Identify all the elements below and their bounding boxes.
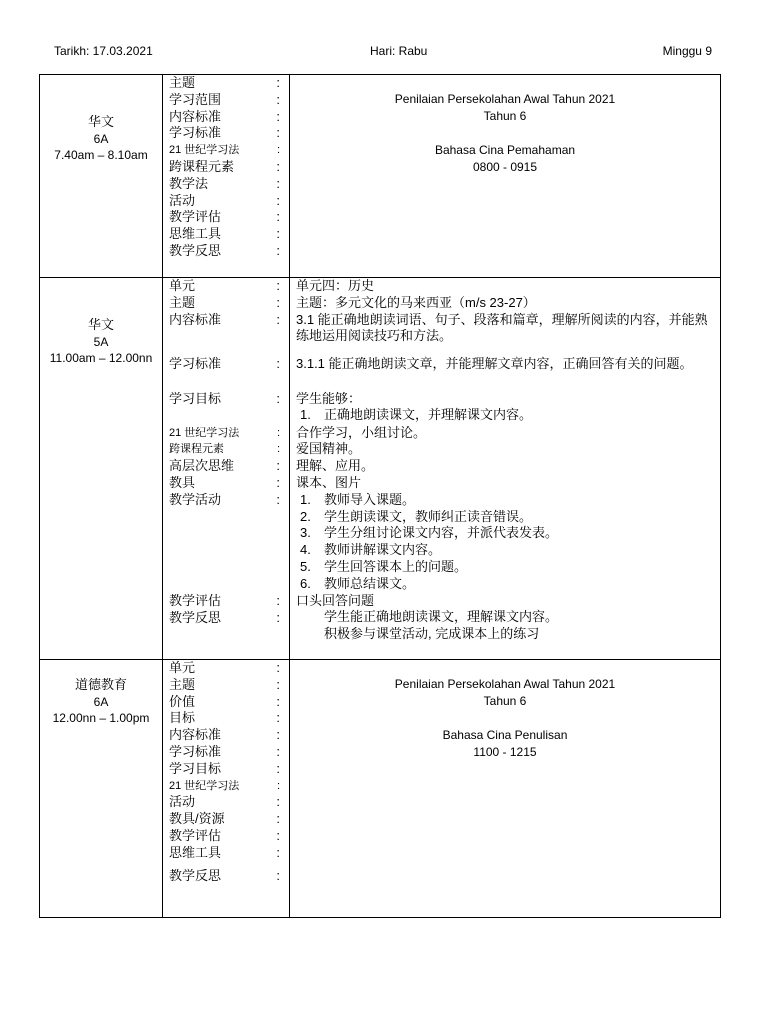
- field-label: 学习标准 :: [169, 743, 280, 759]
- field-label: 跨课程元素 :: [169, 158, 280, 174]
- field-label: 跨课程元素 :: [169, 443, 280, 456]
- class-name: 6A: [93, 132, 109, 146]
- subject-name: 道德教育: [74, 677, 127, 692]
- field-label: 教学活动 :: [169, 491, 280, 507]
- class-time: 11.00am – 12.00nn: [49, 351, 153, 365]
- c21-text: 合作学习，小组讨论。: [296, 424, 427, 440]
- field-label: 单元 :: [169, 278, 280, 293]
- lesson-row-3: [40, 660, 721, 918]
- field-label: 学习目标 :: [169, 760, 280, 776]
- class-time: 12.00nn – 1.00pm: [52, 711, 150, 725]
- field-label: 教学反思 :: [169, 242, 280, 258]
- class-name: 6A: [93, 695, 109, 709]
- field-label: 教学评估 :: [169, 209, 280, 225]
- field-labels-1: [163, 75, 290, 278]
- activity-item: 1. 教师导入课题。: [300, 491, 416, 507]
- field-label: 内容标准 :: [169, 311, 280, 327]
- class-info-3: [40, 660, 163, 918]
- week-text: Minggu 9: [662, 44, 712, 58]
- field-label: 主题 :: [169, 676, 280, 692]
- class-time: 7.40am – 8.10am: [54, 148, 148, 162]
- unit-text: 单元四：历史: [296, 278, 375, 293]
- activity-item: 6. 教师总结课文。: [300, 575, 416, 591]
- class-info-2: [40, 278, 163, 660]
- reflection-text: 积极参与课堂活动, 完成课本上的练习: [324, 626, 540, 642]
- field-label: 高层次思维 :: [169, 458, 280, 474]
- hots-text: 理解、应用。: [296, 458, 375, 474]
- learning-standard-text: 3.1.1 能正确地朗读文章，并能理解文章内容，正确回答有关的问题。: [296, 355, 693, 371]
- day-text: Hari: Rabu: [370, 44, 428, 58]
- field-label: 学习范围 :: [169, 91, 280, 107]
- field-label: 教学反思 :: [169, 867, 280, 883]
- exam-paper: Bahasa Cina Penulisan: [442, 728, 568, 742]
- cross-curricular-text: 爱国精神。: [296, 441, 362, 457]
- field-label: 内容标准 :: [169, 108, 280, 124]
- objective-intro: 学生能够：: [296, 390, 362, 406]
- field-label: 21 世纪学习法 :: [169, 144, 280, 157]
- field-label: 单元 :: [169, 660, 280, 675]
- subject-name: 华文: [87, 114, 114, 129]
- field-label: 主题 :: [169, 294, 280, 310]
- field-labels-2: [163, 278, 290, 660]
- lesson-row-2: [40, 278, 721, 660]
- exam-time: 1100 - 1215: [473, 745, 537, 759]
- exam-year: Tahun 6: [483, 694, 527, 708]
- lesson-row-1: [40, 75, 721, 278]
- field-label: 思维工具 :: [169, 226, 280, 242]
- exam-year: Tahun 6: [483, 109, 527, 123]
- subject-name: 华文: [87, 317, 114, 332]
- field-label: 21 世纪学习法 :: [169, 779, 280, 792]
- field-label: 活动 :: [169, 794, 280, 810]
- field-label: 教具 :: [169, 474, 280, 490]
- field-label: 教学评估 :: [169, 592, 280, 608]
- field-label: 教学反思 :: [169, 609, 280, 625]
- class-name: 5A: [93, 335, 109, 349]
- field-label: 教具/资源 :: [169, 811, 280, 827]
- field-label: 目标 :: [169, 710, 280, 726]
- activity-item: 5. 学生回答课本上的问题。: [300, 558, 468, 574]
- exam-time: 0800 - 0915: [472, 160, 538, 174]
- field-label: 内容标准 :: [169, 727, 280, 743]
- content-standard-text: 3.1 能正确地朗读词语、句子、段落和篇章，理解所阅读的内容，并能熟练地运用阅读技巧和方法。: [296, 311, 708, 344]
- assessment-text: 口头回答问题: [296, 592, 375, 608]
- field-label: 21 世纪学习法 :: [169, 426, 280, 439]
- content-1: [290, 75, 721, 278]
- exam-title: Penilaian Persekolahan Awal Tahun 2021: [394, 92, 616, 106]
- date-text: Tarikh: 17.03.2021: [54, 44, 153, 58]
- content-3: [290, 660, 721, 918]
- content-2: [290, 278, 721, 660]
- field-label: 学习标准 :: [169, 125, 280, 141]
- page-header: [54, 44, 712, 60]
- teaching-aids-text: 课本、图片: [296, 474, 362, 490]
- field-label: 活动 :: [169, 192, 280, 208]
- objective-item: 1. 正确地朗读课文，并理解课文内容。: [300, 407, 533, 423]
- exam-title: Penilaian Persekolahan Awal Tahun 2021: [394, 677, 616, 691]
- field-label: 主题 :: [169, 75, 280, 90]
- activity-item: 2. 学生朗读课文，教师纠正读音错误。: [300, 508, 533, 524]
- field-label: 教学法 :: [169, 175, 280, 191]
- exam-paper: Bahasa Cina Pemahaman: [434, 143, 576, 157]
- lesson-plan-table: [39, 74, 721, 918]
- field-labels-3: [163, 660, 290, 918]
- field-label: 学习目标 :: [169, 390, 280, 406]
- theme-text: 主题：多元文化的马来西亚（m/s 23-27）: [296, 294, 536, 310]
- field-label: 思维工具 :: [169, 844, 280, 860]
- class-info-1: [40, 75, 163, 278]
- exam-notice: [290, 75, 720, 176]
- field-label: 教学评估 :: [169, 827, 280, 843]
- activity-item: 3. 学生分组讨论课文内容，并派代表发表。: [300, 525, 559, 541]
- field-label: 学习标准 :: [169, 355, 280, 371]
- field-label: 价值 :: [169, 693, 280, 709]
- exam-notice: [290, 660, 720, 761]
- activity-item: 4. 教师讲解课文内容。: [300, 542, 442, 558]
- reflection-text: 学生能正确地朗读课文，理解课文内容。: [324, 609, 559, 625]
